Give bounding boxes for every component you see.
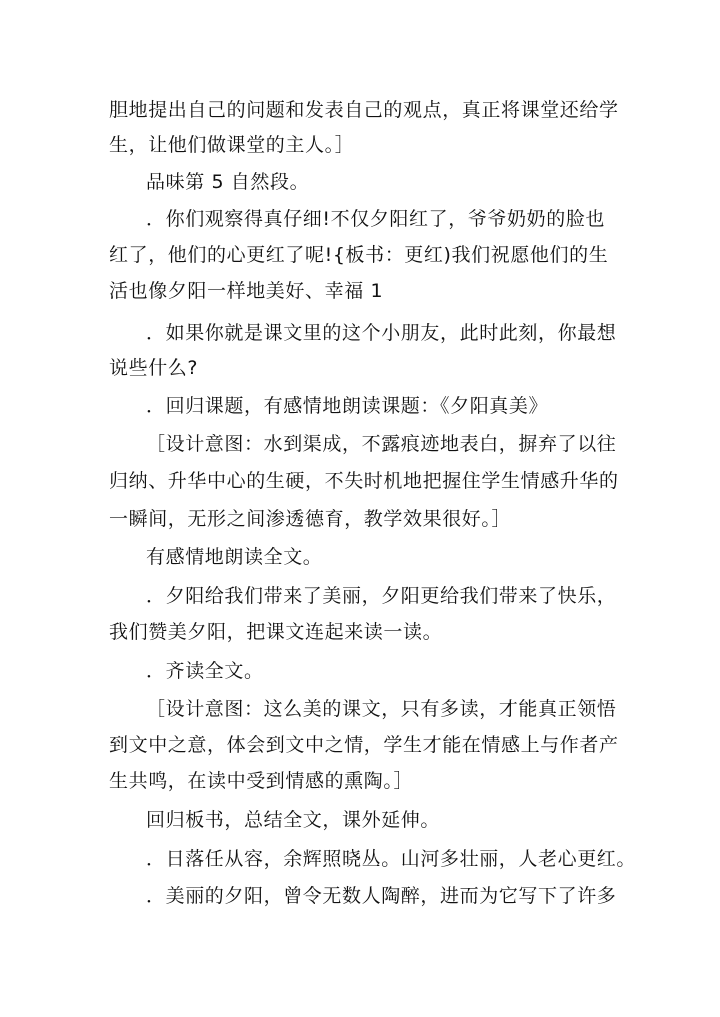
text-line: 生，让他们做课堂的主人。］ — [109, 134, 355, 156]
text-line: 胆地提出自己的问题和发表自己的观点，真正将课堂还给学 — [109, 99, 619, 121]
text-line: 生共鸣，在读中受到情感的熏陶。］ — [109, 770, 414, 792]
text-line: 品味第 5 自然段。 — [146, 171, 310, 193]
text-line: ．齐读全文。 — [146, 660, 264, 682]
text-line: ［设计意图：这么美的课文，只有多读，才能真正领悟 — [146, 698, 617, 720]
text-line: ［设计意图：水到渠成，不露痕迹地表白，摒弃了以往 — [146, 433, 617, 455]
text-line: ．你们观察得真仔细!不仅夕阳红了，爷爷奶奶的脸也 — [146, 208, 606, 230]
text-line: 活也像夕阳一样地美好、幸福 1 — [109, 280, 384, 302]
text-line: ．回归课题，有感情地朗读课题：《夕阳真美》 — [146, 395, 549, 417]
text-line: 说些什么? — [109, 357, 199, 379]
text-line: ．如果你就是课文里的这个小朋友，此时此刻，你最想 — [146, 322, 617, 344]
text-line: 有感情地朗读全文。 — [146, 546, 323, 568]
text-line: 到文中之意，体会到文中之情，学生才能在情感上与作者产 — [109, 734, 619, 756]
text-line: ．美丽的夕阳，曾令无数人陶醉，进而为它写下了许多 — [146, 885, 617, 907]
text-line: ．夕阳给我们带来了美丽，夕阳更给我们带来了快乐， — [146, 585, 617, 607]
text-line: 回归板书，总结全文，课外延伸。 — [146, 809, 441, 831]
text-line: 红了，他们的心更红了呢!{板书：更红)我们祝愿他们的生 — [109, 244, 609, 266]
text-line: ．日落任从容，余辉照晓丛。山河多壮丽，人老心更红。 — [146, 848, 637, 870]
text-line: 一瞬间，无形之间渗透德育，教学效果很好。］ — [109, 508, 512, 530]
text-line: 我们赞美夕阳，把课文连起来读一读。 — [109, 621, 443, 643]
text-line: 归纳、升华中心的生硬，不失时机地把握住学生情感升华的 — [109, 470, 619, 492]
